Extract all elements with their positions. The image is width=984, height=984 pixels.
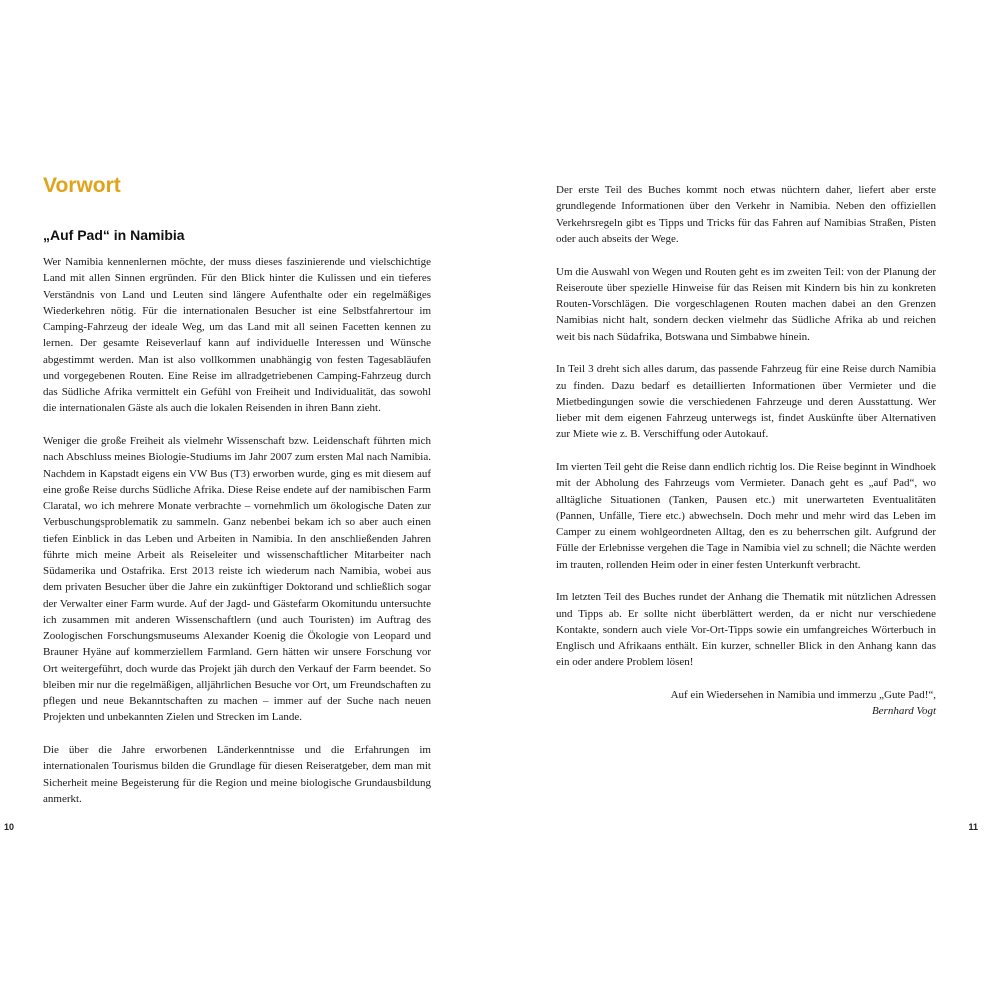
signature-block: [556, 687, 936, 720]
paragraph: Der erste Teil des Buches kommt noch etwas nüchtern daher, liefert aber erste grundlegende Informationen über den Verkehr in Namibia. Neben den offiziellen Verkehrsregeln gibt es Tipps und Tricks für das Fahren auf Namibias Straßen, Pisten oder auch abseits der Wege.: [556, 184, 936, 245]
page-number-left: 10: [4, 822, 15, 832]
paragraph: Wer Namibia kennenlernen möchte, der muss dieses faszinierende und vielschichtige Land mit allen Sinnen ergründen. Für den Blick hinter die Kulissen und ein tieferes Verständnis von Land und Leuten sind längere Aufenthalte oder ein regelmäßiges Wiederkehren nötig. Für die internationalen Besucher ist eine Selbstfahrertour im Camping-Fahrzeug der ideale Weg, um das Land mit all seinen Facetten kennen zu lernen. Der gesamte Reiseverlauf kann auf individuelle Interessen und Wünsche abgestimmt werden. Man ist also vollkommen unabhängig von festen Tagesabläufen und vorgegebenen Routen. Eine Reise im allradgetriebenen Camping-Fahrzeug durch das Südliche Afrika vermittelt ein Gefühl von Freiheit und Individualität, das sowohl die internationalen Gäste als auch die lokalen Reisenden in ihren Bann zieht.: [43, 256, 431, 415]
page-number-right: 11: [968, 822, 978, 832]
right-page: [492, 0, 984, 984]
paragraph: Im vierten Teil geht die Reise dann endlich richtig los. Die Reise beginnt in Windhoek mit der Abholung des Fahrzeugs vom Vermieter. Danach geht es „auf Pad“, wo alltägliche Situationen (Tanken, Pausen etc.) mit unerwarteten Eventualitäten (Pannen, Unfälle, Tiere etc.) abwechseln. Doch mehr und mehr wird das Leben im Camper zu einem wohlgeordneten Alltag, den es zu beherrschen gilt. Aufgrund der Fülle der Erlebnisse vergehen die Tage in Namibia viel zu schnell; die Nächte werden im trauten, rollenden Heim oder in einer festen Unterkunft verbracht.: [556, 461, 936, 571]
section-subheading: „Auf Pad“ in Namibia: [43, 227, 185, 243]
left-text-column: [43, 254, 431, 824]
paragraph: Im letzten Teil des Buches rundet der Anhang die Thematik mit nützlichen Adressen und Tipps ab. Er sollte nicht überblättert werden, da er nicht nur verschiedene Kontakte, sondern auch viele Vor-Ort-Tipps sowie ein umfangreiches Wörterbuch in Englisch und Afrikaans enthält. Ein kurzer, schneller Blick in den Anhang kann das ein oder andere Problem lösen!: [556, 591, 936, 669]
paragraph: Die über die Jahre erworbenen Länderkenntnisse und die Erfahrungen im internationalen Tourismus bilden die Grundlage für diesen Reiseratgeber, dem man mit Sicherheit meine Begeisterung für die Region und meine biologische Grundausbildung anmerkt.: [43, 744, 431, 805]
paragraph: Um die Auswahl von Wegen und Routen geht es im zweiten Teil: von der Planung der Reiseroute über spezielle Hinweise für das Reisen mit Kindern bis hin zu konkreten Routen-Vorschlägen. Die vorgeschlagenen Routen machen dabei an den Grenzen Namibias nicht halt, sondern decken vielmehr das Südliche Afrika ab und reichen weit bis nach Südafrika, Botswana und Simbabwe hinein.: [556, 265, 936, 343]
paragraph: In Teil 3 dreht sich alles darum, das passende Fahrzeug für eine Reise durch Namibia zu finden. Dazu bedarf es detaillierten Informationen über Vermieter und die Mietbedingungen sowie die verschiedenen Fahrzeuge und deren Ausstattung. Wer lieber mit dem eigenen Fahrzeug unterwegs ist, findet Auskünfte über Alternativen zur Miete wie z. B. Verschiffung oder Autokauf.: [556, 363, 936, 441]
paragraph: Weniger die große Freiheit als vielmehr Wissenschaft bzw. Leidenschaft führten mich nach Abschluss meines Biologie-Studiums im Jahr 2007 zum ersten Mal nach Namibia. Nachdem in Kapstadt eigens ein VW Bus (T3) erworben wurde, ging es mit diesem auf eine große Reise durchs Südliche Afrika. Diese Reise endete auf der namibischen Farm Claratal, wo ich mehrere Monate verbrachte – vornehmlich um ökologische Daten zur Verbuschungsproblematik zu sammeln. Ganz nebenbei bekam ich so aber auch einen tiefen Einblick in das Leben und Arbeiten in Namibia. In den anschließenden Jahren führte mich meine Arbeit als Reiseleiter und wissenschaftlicher Mitarbeiter nach Südamerika und Ostafrika. Erst 2013 reiste ich wiederum nach Namibia, wobei aus dem privaten Besucher über die Jahre ein zukünftiger Doktorand und schließlich sogar der Verwalter einer Farm wurde. Auf der Jagd- und Gästefarm Okomitundu untersuchte ich zusammen mit anderen Wissenschaftlern (und auch Touristen) im Auftrag des Zoologischen Forschungsmuseums Alexander Koenig die Ökologie von Leopard und Brauner Hyäne auf kommerziellem Farmland. Gern hätten wir unsere Forschung vor Ort weitergeführt, doch wurde das Projekt jäh durch den Verkauf der Farm beendet. So bleiben mir nur die regelmäßigen, alljährlichen Besuche vor Ort, um Freundschaften zu pflegen und neue Bekanntschaften zu machen – immer auf der Suche nach neuen Projekten und unbekannten Zielen und Strecken im Lande.: [43, 435, 431, 724]
right-text-column: [556, 182, 936, 720]
author-name: Bernhard Vogt: [871, 705, 936, 718]
closing-line: Auf ein Wiedersehen in Namibia und immerzu „Gute Pad!“,: [670, 689, 936, 701]
chapter-heading: Vorwort: [43, 174, 121, 197]
